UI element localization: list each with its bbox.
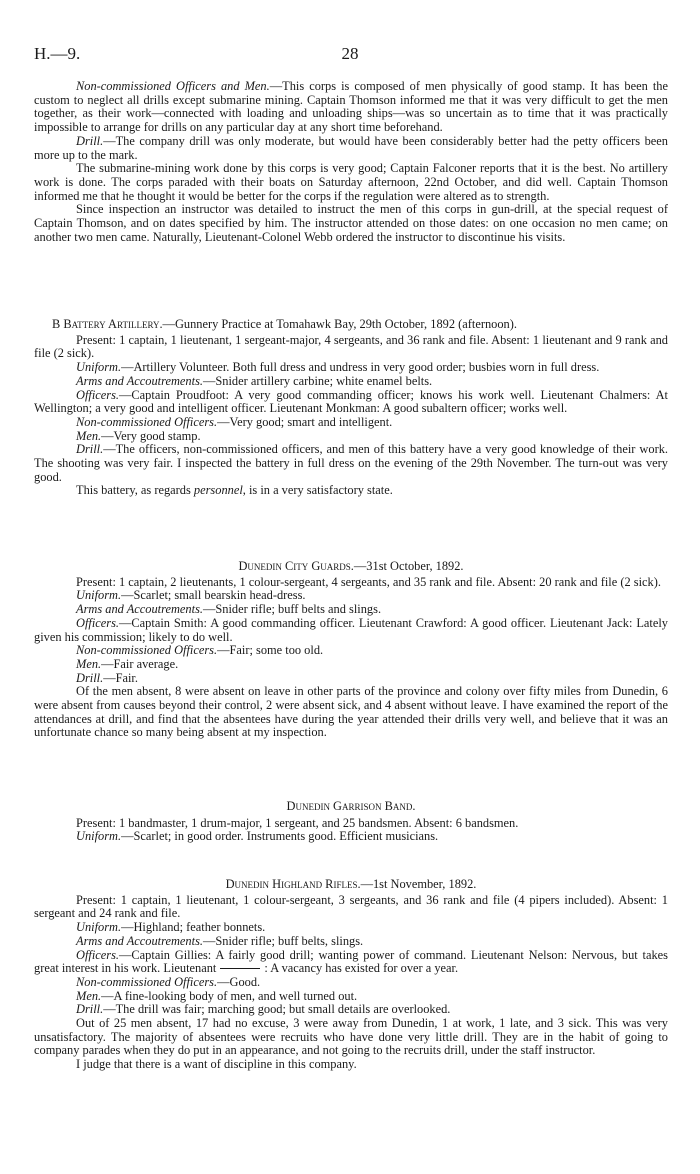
section-heading: Dunedin City Guards.—31st October, 1892. bbox=[238, 559, 464, 573]
paragraph: Uniform.—Scarlet; in good order. Instruments good. Efficient musicians. bbox=[76, 829, 439, 844]
paragraph: Officers.—Captain Smith: A good commanding officer. Lieutenant Crawford: A good officer. Lieutenant Jack: Lately given his commission; likely to do well. bbox=[34, 615, 668, 644]
paragraph: Officers.—Captain Gillies: A fairly good drill; wanting power of command. Lieutenant Nelson: Nervous, but takes great interest in his work. Lieutenant : A vacancy has existed for over a year. bbox=[34, 947, 668, 976]
paragraph: Men.—Very good stamp. bbox=[76, 428, 201, 443]
section-heading: Dunedin Garrison Band. bbox=[286, 799, 416, 813]
section-continuation bbox=[34, 80, 668, 244]
paragraph: Drill.—The drill was fair; marching good; but small details are overlooked. bbox=[76, 1002, 451, 1017]
paragraph: Since inspection an instructor was detailed to instruct the men of this corps in gun-drill, at the special request of Captain Thomson, and on dates specified by him. The instructor attended on those dates: on one occasion no men came; on another two men came. Naturally, Lieutenant-Colonel Webb ordered the instructor to discontinue his visits. bbox=[34, 202, 668, 244]
page-number: 28 bbox=[341, 44, 359, 63]
paragraph: Uniform.—Artillery Volunteer. Both full dress and undress in very good order; busbies worn in full dress. bbox=[76, 360, 600, 375]
paragraph: Non-commissioned Officers.—Fair; some too old. bbox=[76, 643, 324, 658]
paragraph: Men.—A fine-looking body of men, and well turned out. bbox=[76, 988, 358, 1003]
paragraph: Drill.—The company drill was only moderate, but would have been considerably better had the petty officers been more up to the mark. bbox=[34, 133, 668, 162]
paragraph: The submarine-mining work done by this corps is very good; Captain Falconer reports that it is the best. No artillery work is done. The corps paraded with their boats on Saturday afternoon, 22nd October, and did well. Captain Thomson informed me that he thought it would be better for the corps if the regulation were altered as to strength. bbox=[34, 161, 668, 203]
section-heading: Dunedin Highland Rifles.—1st November, 1892. bbox=[225, 877, 477, 891]
paragraph: Officers.—Captain Proudfoot: A very good commanding officer; knows his work well. Lieutenant Chalmers: At Wellington; a very good and intelligent officer. Lieutenant Monkman: A good subaltern officer; works well. bbox=[34, 387, 668, 416]
paragraph: Arms and Accoutrements.—Snider rifle; buff belts and slings. bbox=[76, 602, 382, 617]
paragraph: Non-commissioned Officers.—Very good; smart and intelligent. bbox=[76, 414, 393, 429]
paragraph: Arms and Accoutrements.—Snider artillery carbine; white enamel belts. bbox=[76, 373, 433, 388]
section-city-guards bbox=[34, 560, 668, 740]
paragraph: I judge that there is a want of discipline in this company. bbox=[76, 1057, 357, 1072]
paragraph: Of the men absent, 8 were absent on leave in other parts of the province and colony over fifty miles from Dunedin, 6 were absent from causes beyond their control, 2 were absent sick, and 4 absent without leave. I have examined the report of the attendances at drill, and find that the absentees have during the year attended their drills very well, and believe that it was an unfortunate chance so many being absent at my inspection. bbox=[34, 684, 668, 740]
paragraph: Drill.—Fair. bbox=[76, 670, 138, 685]
paragraph: Men.—Fair average. bbox=[76, 656, 179, 671]
paragraph: Drill.—The officers, non-commissioned officers, and men of this battery have a very good knowledge of their work. The shooting was very fair. I inspected the battery in full dress on the evening of the 29th November. The turn-out was very good. bbox=[34, 442, 668, 484]
paragraph: This battery, as regards personnel, is in a very satisfactory state. bbox=[76, 483, 393, 498]
paragraph: Out of 25 men absent, 17 had no excuse, 3 were away from Dunedin, 1 at work, 1 late, and 3 sick. This was very unsatisfactory. The majority of absentees were recruits who have done very little drill. They are in the habit of going to company parades when they do put in an appearance, and not going to the recruits drill, under the staff instructor. bbox=[34, 1016, 668, 1058]
section-highland-rifles bbox=[34, 878, 668, 1072]
paragraph: Uniform.—Scarlet; small bearskin head-dress. bbox=[76, 588, 306, 603]
report-code: H.—9. bbox=[34, 44, 81, 63]
paragraph: Non-commissioned Officers and Men.—This corps is composed of men physically of good stamp. It has been the custom to neglect all drills except submarine mining. Captain Thomson informed me that it was very difficult to get the men together, as their work—connected with loading and unloading ships—was so uncertain as to time that it was practically impossible to arrange for drills on any particular day at any short time beforehand. bbox=[34, 79, 668, 135]
paragraph: Present: 1 captain, 2 lieutenants, 1 colour-sergeant, 4 sergeants, and 35 rank and file. Absent: 20 rank and file (2 sick). bbox=[76, 574, 661, 589]
section-b-battery bbox=[34, 318, 668, 498]
section-garrison-band bbox=[34, 800, 668, 844]
blank-line bbox=[220, 968, 260, 969]
paragraph: Arms and Accoutrements.—Snider rifle; buff belts, slings. bbox=[76, 933, 364, 948]
paragraph: Present: 1 bandmaster, 1 drum-major, 1 sergeant, and 25 bandsmen. Absent: 6 bandsmen. bbox=[76, 815, 519, 830]
paragraph: Uniform.—Highland; feather bonnets. bbox=[76, 920, 266, 935]
paragraph: Present: 1 captain, 1 lieutenant, 1 sergeant-major, 4 sergeants, and 36 rank and file. Absent: 1 lieutenant and 9 rank and file (2 sick). bbox=[34, 332, 668, 361]
paragraph: Non-commissioned Officers.—Good. bbox=[76, 974, 261, 989]
paragraph: Present: 1 captain, 1 lieutenant, 1 colour-sergeant, 3 sergeants, and 36 rank and file (4 pipers included). Absent: 1 sergeant and 24 rank and file. bbox=[34, 892, 668, 921]
section-heading: B Battery Artillery.—Gunnery Practice at Tomahawk Bay, 29th October, 1892 (afternoon). bbox=[52, 317, 517, 331]
